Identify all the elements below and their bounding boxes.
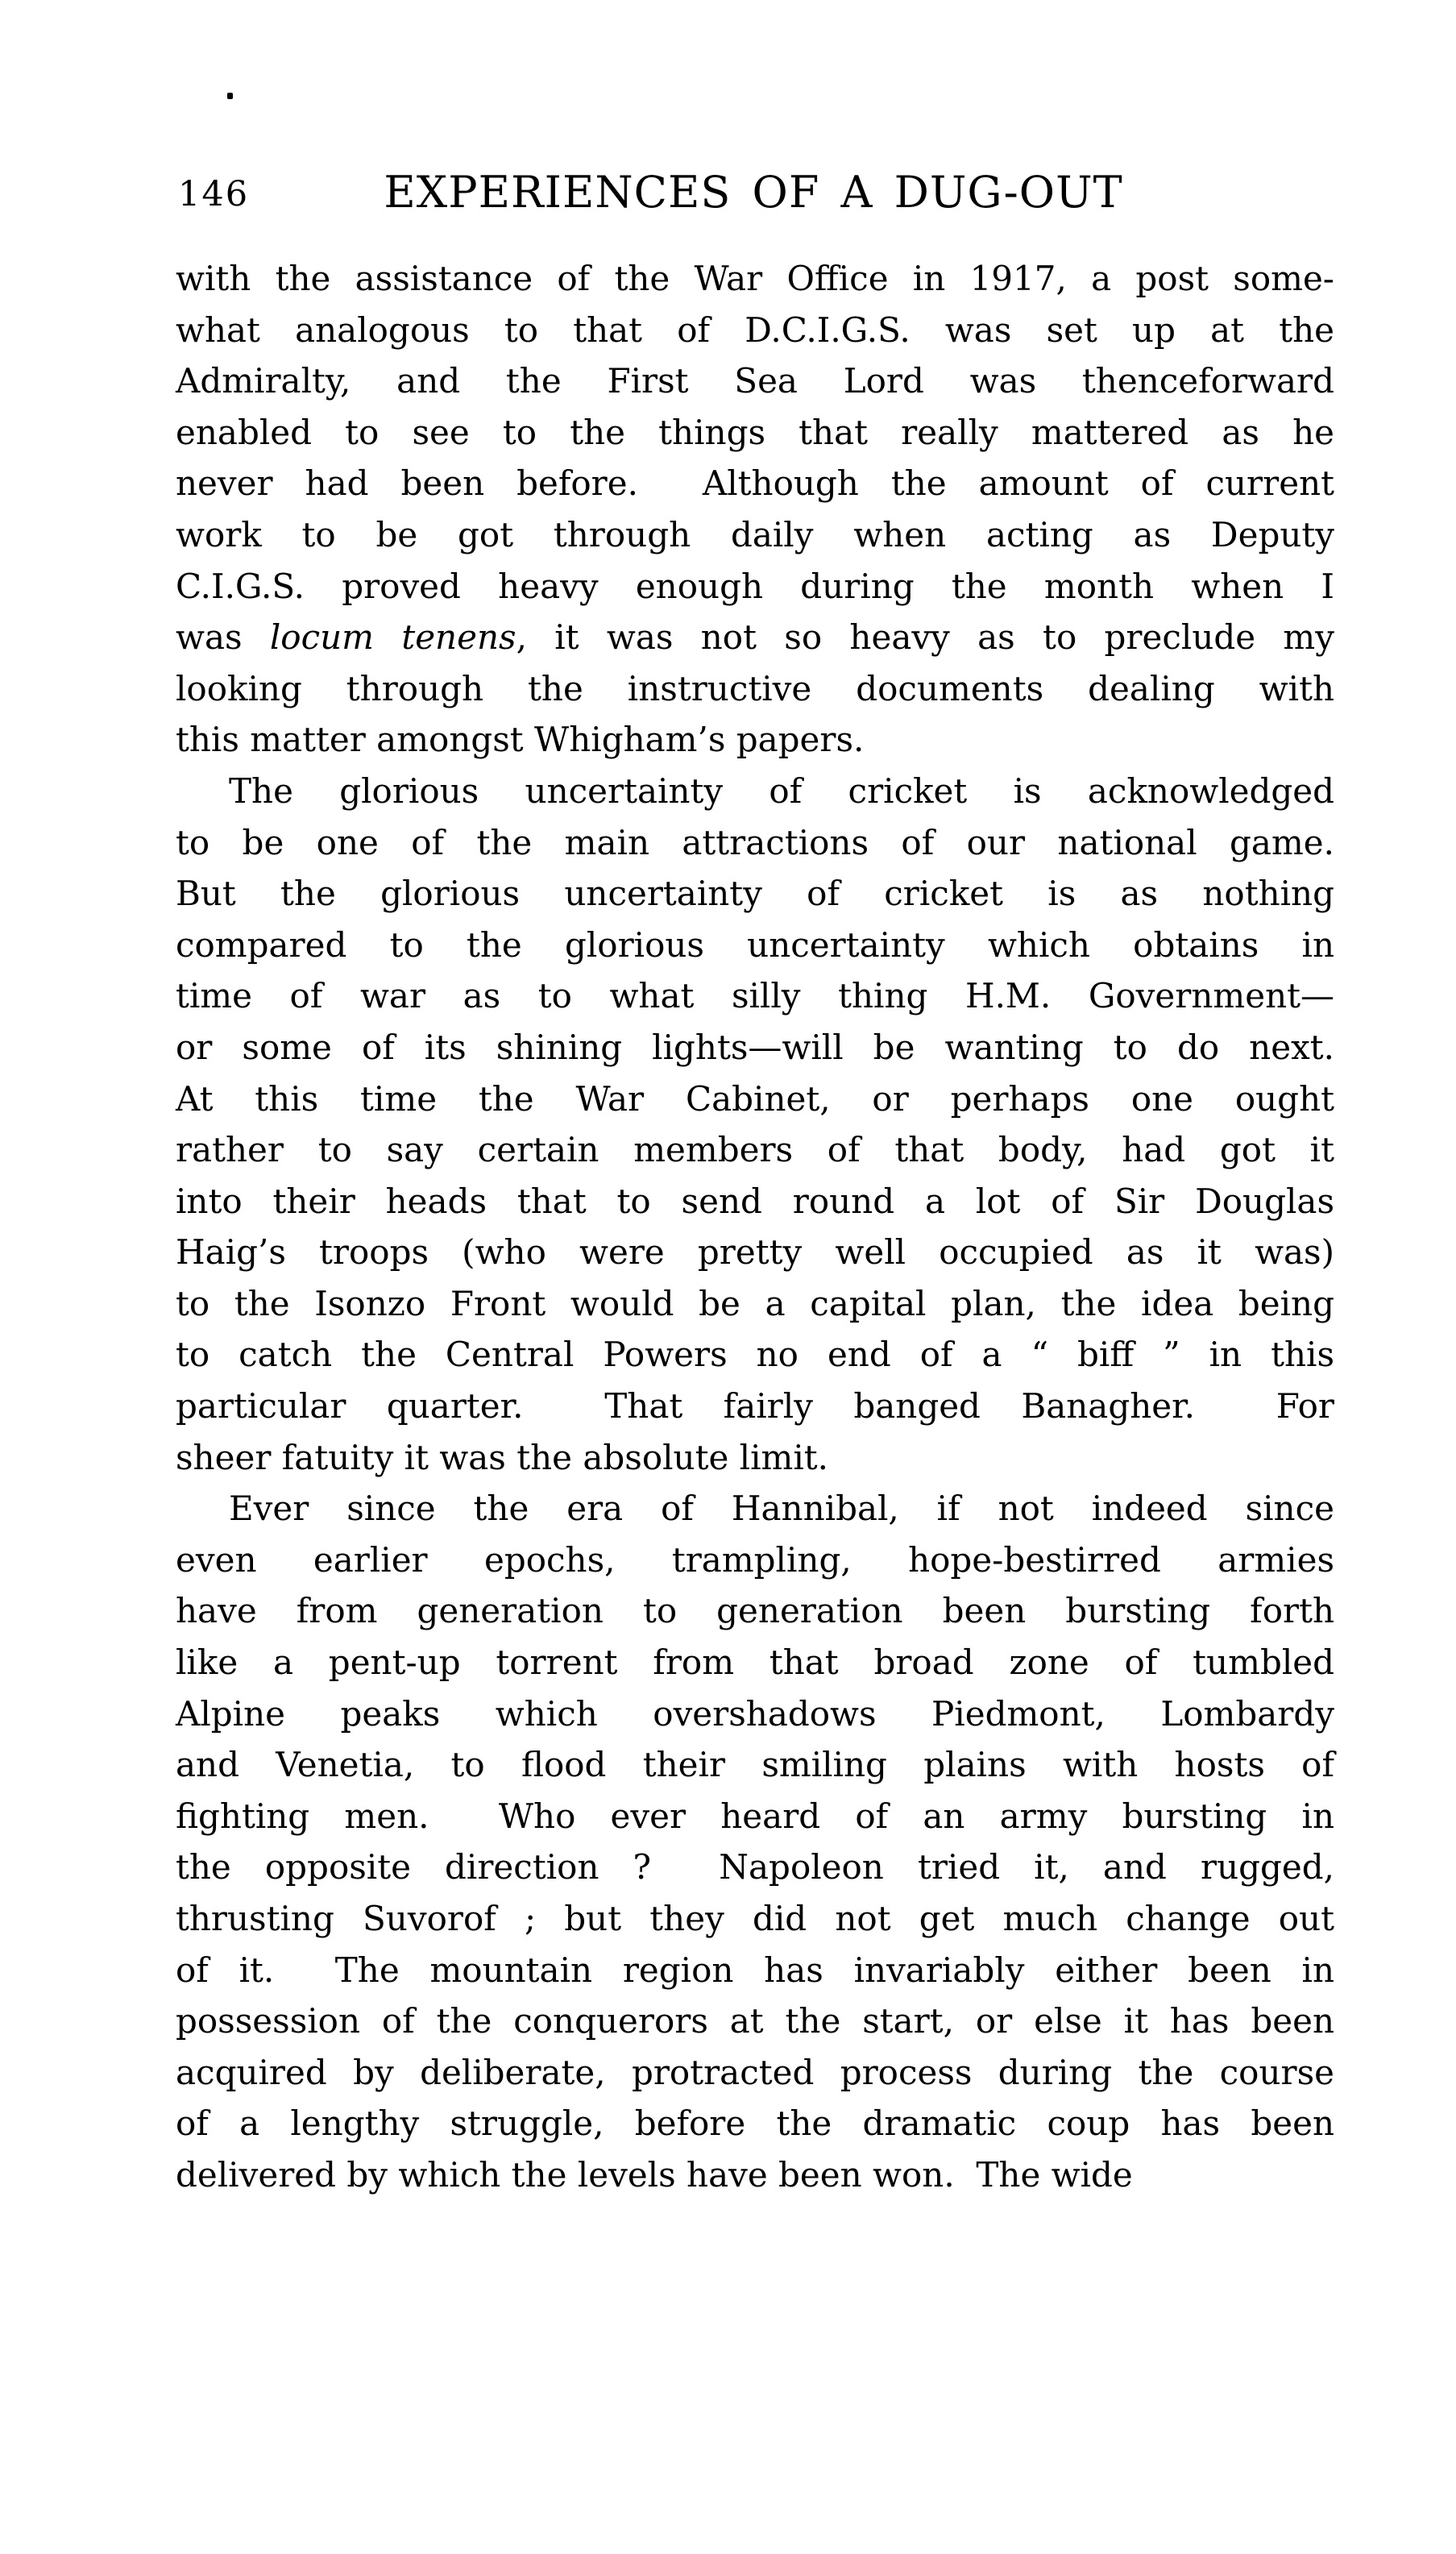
text-line: particular quarter. That fairly banged Banagher. For [176, 1386, 1334, 1427]
running-header-title: EXPERIENCES OF A DUG-OUT [384, 167, 1123, 218]
body-text [176, 253, 1334, 2201]
italic-text: locum tenens [269, 617, 516, 658]
text-line: enabled to see to the things that really mattered as he [176, 412, 1334, 452]
text-line: looking through the instructive documents dealing with [176, 668, 1334, 708]
text-line: this matter amongst Whigham’s papers. [176, 720, 865, 760]
text-line: with the assistance of the War Office in 1917, a post some- [176, 259, 1334, 298]
text-line: to the Isonzo Front would be a capital plan, the idea being [176, 1283, 1334, 1323]
text-line: to be one of the main attractions of our national game. [176, 822, 1334, 862]
text-line: At this time the War Cabinet, or perhaps one ought [176, 1078, 1334, 1119]
text-line: But the glorious uncertainty of cricket is as nothing [176, 874, 1334, 914]
text-line: The glorious uncertainty of cricket is acknowledged [229, 770, 1334, 811]
page-number: 146 [178, 174, 250, 214]
text-line: and Venetia, to flood their smiling plains with hosts of [176, 1745, 1334, 1785]
text-line: Ever since the era of Hannibal, if not indeed since [229, 1489, 1334, 1529]
text-line: have from generation to generation been bursting forth [176, 1591, 1334, 1631]
text-line: into their heads that to send round a lot of Sir Douglas [176, 1181, 1334, 1221]
text-line: of a lengthy struggle, before the dramatic coup has been [176, 2103, 1334, 2144]
text-line: rather to say certain members of that body, had got it [176, 1130, 1334, 1170]
text-line: of it. The mountain region has invariably either been in [176, 1950, 1334, 1990]
text-line: time of war as to what silly thing H.M. Government— [176, 976, 1334, 1016]
text-line: even earlier epochs, trampling, hope-bestirred armies [176, 1539, 1334, 1580]
text-line: what analogous to that of D.C.I.G.S. was set up at the [176, 309, 1334, 350]
text-line: never had been before. Although the amount of current [176, 463, 1334, 504]
text-segment: was [176, 617, 270, 658]
text-line: possession of the conquerors at the start, or else it has been [176, 2001, 1334, 2041]
text-line [176, 612, 1334, 663]
text-line: sheer fatuity it was the absolute limit. [176, 1437, 829, 1477]
ink-speck [227, 93, 233, 99]
text-line: C.I.G.S. proved heavy enough during the month when I [176, 566, 1334, 606]
text-line: acquired by deliberate, protracted process during the course [176, 2052, 1334, 2092]
text-line: Admiralty, and the First Sea Lord was thenceforward [176, 361, 1334, 401]
text-line: thrusting Suvorof ; but they did not get much change out [176, 1899, 1334, 1938]
text-line: fighting men. Who ever heard of an army bursting in [176, 1796, 1334, 1836]
text-segment: , it was not so heavy as to preclude my [516, 617, 1334, 658]
text-line: the opposite direction ? Napoleon tried it, and rugged, [176, 1847, 1334, 1887]
text-line: work to be got through daily when acting as Deputy [176, 514, 1334, 554]
text-line: compared to the glorious uncertainty which obtains in [176, 924, 1334, 965]
text-line: delivered by which the levels have been won. The wide [176, 2154, 1133, 2195]
text-line: Haig’s troops (who were pretty well occupied as it was) [176, 1232, 1334, 1273]
text-line: or some of its shining lights—will be wanting to do next. [176, 1027, 1334, 1067]
text-line: to catch the Central Powers no end of a “ biff ” in this [176, 1335, 1334, 1375]
text-line: like a pent-up torrent from that broad zone of tumbled [176, 1642, 1334, 1683]
text-line: Alpine peaks which overshadows Piedmont, Lombardy [176, 1693, 1334, 1734]
